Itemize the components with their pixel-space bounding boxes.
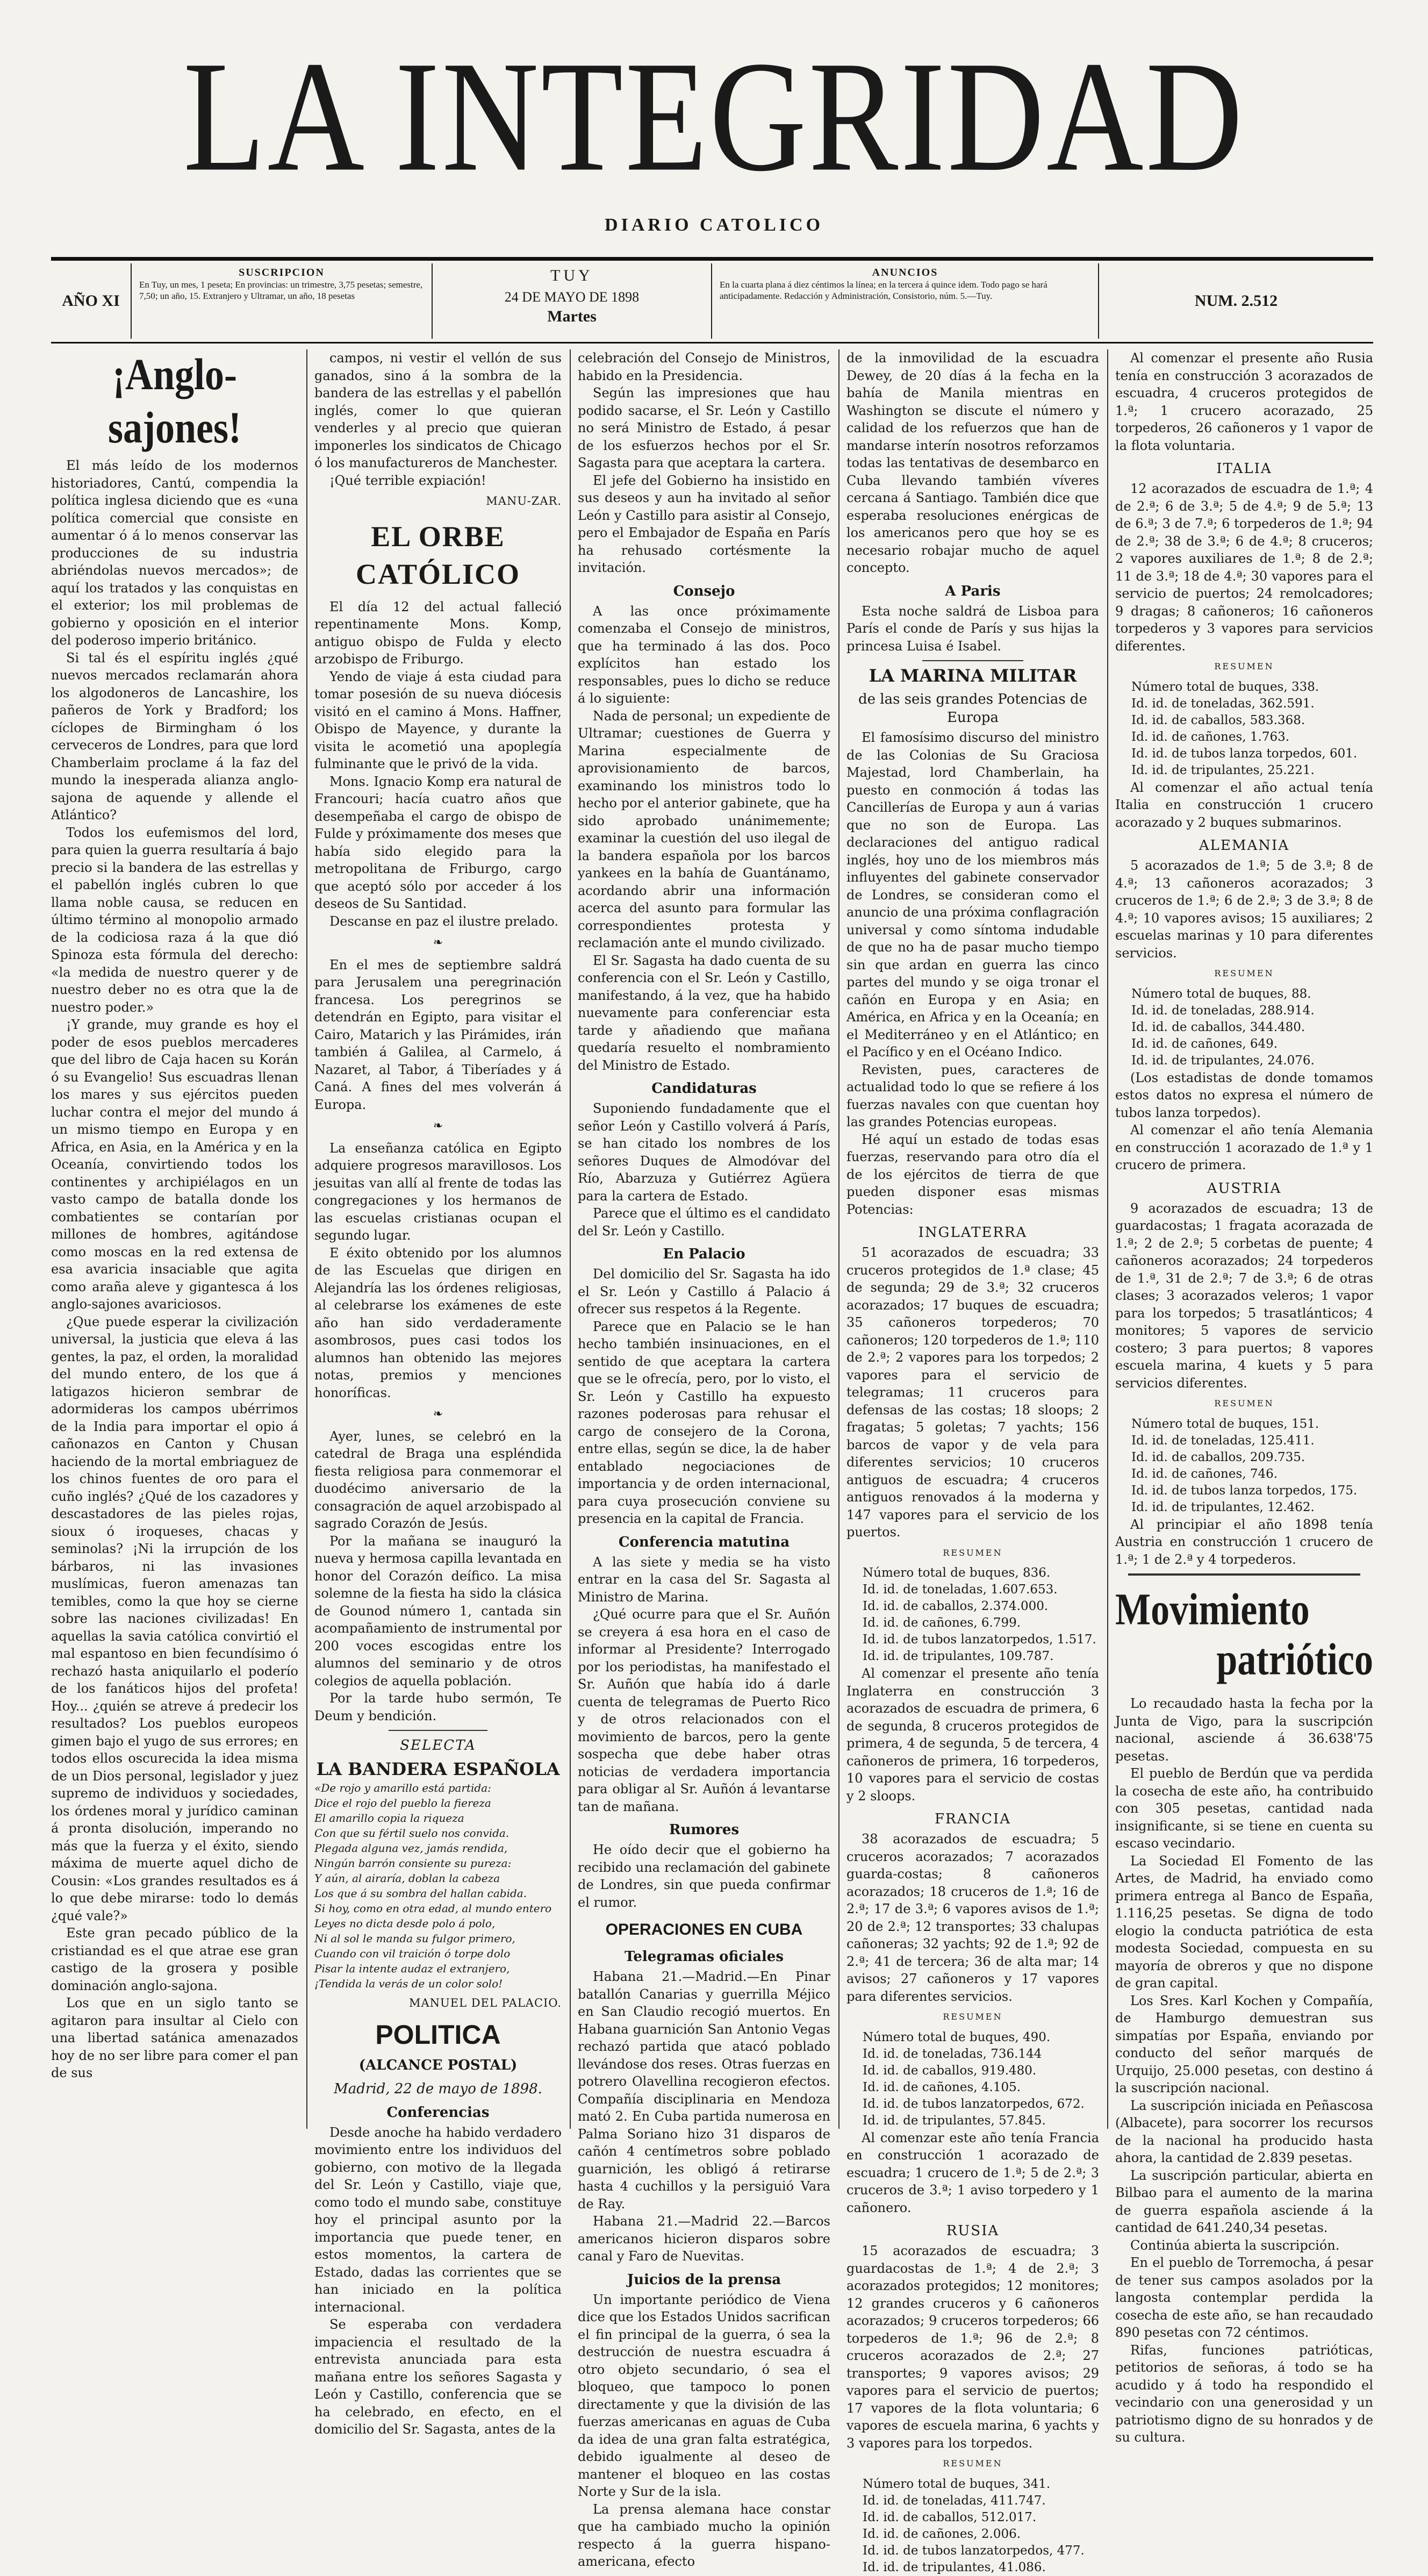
resumen-row: Id. id. de caballos, 512.017. — [863, 2510, 1037, 2524]
paragraph: 15 acorazados de escuadra; 3 guardacostas de 1.ª; 4 de 2.ª; 3 acorazados protegidos; 12 monitores; 12 grandes cruceros y 6 cañoneros acorazados; 9 cruceros torpederos; 66 torpederos de 1.ª; 96 de 2.ª; 8 cruceros acorazados de 2.ª; 27 transportes; 9 vapores avisos; 29 vapores para el servicio de puertos; 17 vapores de la flota voluntaria; 6 vapores de escuela marina, 6 yachts y 3 vapores para los torpedos. — [846, 2243, 1099, 2451]
poem-line: Los que á su sombra del hallan cabida. — [314, 1887, 527, 1900]
resumen-row: Id. id. de tripulantes, 109.787. — [863, 1649, 1054, 1663]
section-orbe-catolico: EL ORBE CATÓLICO — [355, 520, 521, 590]
issue-day: Martes — [547, 307, 597, 325]
poem-line: El amarillo copia la riqueza — [314, 1812, 464, 1824]
paragraph: A las siete y media se ha visto entrar en la casa del Sr. Sagasta al Ministro de Marina. — [578, 1554, 830, 1605]
paragraph: Suponiendo fundadamente que el señor León y Castillo volverá á París, se han citado los nombres de los señores Duques de Almodóvar del Río, Abarzuza y Gutiérrez Agüera para la cartera de Estado. — [578, 1101, 830, 1204]
info-bar — [51, 263, 1373, 339]
resumen-row: Id. id. de toneladas, 362.591. — [1131, 696, 1315, 711]
country-italia: ITALIA — [1216, 461, 1272, 477]
paragraph: Los Sres. Karl Kochen y Compañía, de Hamburgo demuestran sus simpatías por España, enviando por conducto del señor marqués de Urquijo, 25.000 pesetas, con destino á la suscripción nacional. — [1115, 1993, 1373, 2095]
paragraph: 51 acorazados de escuadra; 33 cruceros protegidos de 1.ª clase; 45 de segunda; 29 de 3.ª; 32 cruceros acorazados; 17 buques de escuadra; 35 cañoneros torpederos; 70 cañoneros; 120 torpederos de 1.ª; 110 de 2.ª; 2 vapores para los torpedos; 2 vapores para el servicio de telegramas; 11 cruceros para defensas de las costas; 18 sloops; 2 fragatas; 5 goletas; 7 yachts; 156 barcos de vapor y de vela para diferentes servicios; 10 cruceros antiguos de escuadra; 4 cruceros antiguos renovados á la moderna y 147 vapores para el servicio de los puertos. — [846, 1245, 1099, 1540]
paragraph: He oído decir que el gobierno ha recibido una reclamación del gabinete de Londres, sin que pueda confirmar el rumor. — [578, 1842, 830, 1910]
paragraph: ¿Que puede esperar la civilización universal, la justicia que eleva á las gentes, la paz, el orden, la moralidad del mundo entero, de los que á latigazos hicieron sembrar de adormideras los campos ubérrimos de la India para importar el opio á cañonazos en Canton y Chusan haciendo de la mortal embriaguez de los chinos fuentes de oro para el cuño inglés? ¿Qué de los cazadores y descastadores de las pieles rojas, sioux ó iroqueses, chacas y seminolas? ¡Ni la irrupción de los bárbaros, ni las invasiones muslímicas, fueron amenazas tan temibles, como la que hoy se cierne sobre las naciones civilizadas! En aquellas la savia católica convirtió el mal espantoso en bien fecundísimo ó rechazó hasta aniquilarlo el poderío de los fanáticos hijos del profeta! Hoy... ¿quién se atreve á predecir los resultados? Los pueblos europeos gimen bajo el yugo de sus errores; en todos ellos oscurecida la idea misma de un Dios personal, legislador y juez supremo de individuos y sociedades, los órdenes moral y jurídico caminan á pronta disolución, imperando no más que la fuerza y el éxito, siendo máxima de muerte aquel dicho de Cousin: «Los grandes resultados es á lo que debe mirarse: todo lo demás ¿qué vale?» — [51, 1314, 298, 1923]
poem — [314, 1780, 562, 1991]
headline-patriotico: patriótico — [1216, 1635, 1373, 1685]
resumen-row: Id. id. de tripulantes, 41.086. — [863, 2560, 1046, 2574]
paragraph: La prensa alemana hace constar que ha cambiado mucho la opinión respecto á la guerra hispano-americana, efecto — [578, 2501, 830, 2569]
paragraph: La enseñanza católica en Egipto adquiere progresos maravillosos. Los jesuitas van allí al frente de todas las congregaciones y los hermanos de las escuelas cristianas ocupan el segundo lugar. — [314, 1140, 562, 1243]
top-rule — [51, 257, 1373, 261]
paragraph: (Los estadistas de donde tomamos estos datos no expresa el número de tubos lanza torpedos). — [1115, 1070, 1373, 1120]
paragraph: 12 acorazados de escuadra de 1.ª; 4 de 2.ª; 6 de 3.ª; 5 de 4.ª; 9 de 5.ª; 13 de 6.ª; 3 de 7.ª; 6 torpederos de 1.ª; 94 de 2.ª; 38 de 3.ª; 6 de 4.ª; 8 cruceros; 2 vapores auxiliares de 1.ª; 8 de 2.ª; 11 de 3.ª; 18 de 4.ª; 30 vapores para el servicio de puertos; 24 remolcadores; 9 dragas; 8 cañoneros; 16 cañoneros torpederos y 3 vapores para servicios diferentes. — [1115, 481, 1373, 654]
column-4 — [846, 349, 1099, 2574]
newspaper-title: LA INTEGRIDAD — [183, 28, 1245, 205]
country-francia: FRANCIA — [934, 1811, 1011, 1827]
resumen-row: Id. id. de tubos lanzatorpedos, 672. — [863, 2096, 1085, 2111]
paragraph: Mons. Ignacio Komp era natural de Francouri; hacía cuatro años que desempeñaba el cargo de obispo de Fulde y próximamente dos meses que había sido elegido para la metropolitana de Friburgo, cargo que aceptó sólo por acceder á los deseos de Su Santidad. — [314, 774, 562, 911]
paragraph: Hé aquí un estado de todas esas fuerzas, reservando para otro día el de los ejércitos de tierra de que pueden disponer esas mismas Potencias: — [846, 1132, 1099, 1217]
poem-line: Si hoy, como en otra edad, al mundo entero — [314, 1902, 552, 1915]
resumen-row: Número total de buques, 88. — [1131, 986, 1311, 1001]
paragraph: Yendo de viaje á esta ciudad para tomar posesión de su nueva diócesis visitó en el camino á Mons. Haffner, Obispo de Mayence, y durante la visita le acometió una apoplegía fulminante que le privó de la vida. — [314, 669, 562, 771]
column-5 — [1115, 349, 1373, 2445]
paragraph: Por la mañana se inauguró la nueva y hermosa capilla levantada en honor del Corazón deífico. La misa solemne de la fiesta ha sido la clásica de Gounod número 1, cantada sin acompañamiento de instrumental por 200 voces escogidas entre los alumnos del seminario y de otros colegios de aquella población. — [314, 1533, 562, 1688]
paragraph: 9 acorazados de escuadra; 13 de guardacostas; 1 fragata acorazada de 1.ª; 2 de 2.ª; 5 corbetas de puente; 4 cañoneros acorazados; 24 torpederos de 1.ª, 31 de 2.ª; 7 de 3.ª; 6 de otras clases; 3 acorazados veleros; 1 vapor para los torpedos; 5 trasatlánticos; 4 monitores; 5 vapores de servicio costero; 3 para puertos; 8 vapores escuela marina, 4 kuets y 5 para servicios diferentes. — [1115, 1200, 1373, 1391]
subheading-consejo: Consejo — [673, 583, 735, 599]
resumen-row: Id. id. de caballos, 209.735. — [1131, 1450, 1305, 1464]
paragraph: Esta noche saldrá de Lisboa para París el conde de París y sus hijas la princesa Luisa é Isabel. — [846, 603, 1099, 654]
subscription-box — [132, 263, 433, 339]
column-divider — [838, 349, 839, 2129]
paragraph: La suscripción particular, abierta en Bilbao para el aumento de la marina de guerra española asciende á la cantidad de 641.240,34 pesetas. — [1115, 2167, 1373, 2235]
poem-line: «De rojo y amarillo está partida: — [314, 1781, 491, 1794]
resumen-row: Número total de buques, 151. — [1131, 1416, 1319, 1431]
resumen-row: Número total de buques, 836. — [863, 1566, 1051, 1580]
poem-line: ¡Tendida la verás de un color solo! — [314, 1977, 503, 1990]
paragraph: Parece que en Palacio se le han hecho también insinuaciones, en el sentido de que aceptara la cartera que se le ofrecía, pero, por lo visto, el Sr. León y Castillo ha expuesto razones poderosas para rehusar el cargo de consejero de la Corona, entre ellas, según se dice, la de haber entablado negociaciones de importancia y de orden internacional, para cuya prosecución conviene su presencia en la capital de Francia. — [578, 1319, 830, 1526]
paragraph: Al comenzar este año tenía Francia en construcción 1 acorazado de escuadra; 1 crucero de 1.ª; 5 de 2.ª; 3 cruceros de 3.ª; 1 aviso torpedero y 1 cañonero. — [846, 2130, 1099, 2215]
paragraph: Continúa abierta la suscripción. — [1130, 2237, 1340, 2253]
resumen-label: RESUMEN — [943, 2012, 1003, 2022]
column-1 — [51, 349, 298, 2129]
resumen-label: RESUMEN — [1214, 661, 1274, 671]
separator — [389, 1730, 487, 1731]
resumen-row: Número total de buques, 341. — [863, 2477, 1051, 2491]
resumen-row: Id. id. de caballos, 919.480. — [863, 2063, 1037, 2078]
separator — [1128, 1573, 1360, 1576]
subheading-telegramas: Telegramas oficiales — [625, 1949, 784, 1965]
resumen-row: Id. id. de tripulantes, 57.845. — [863, 2113, 1046, 2128]
paragraph: El Sr. Sagasta ha dado cuenta de su conferencia con el Sr. León y Castillo, manifestando, á la vez, que ha habido nuevamente para conferenciar esta tarde y añadiendo que mañana quedaría resuelto el nombramiento del Ministro de Estado. — [578, 953, 830, 1073]
column-2 — [314, 349, 562, 2437]
subheading-a-paris: A Paris — [945, 583, 1001, 599]
subheading-juicios-prensa: Juicios de la prensa — [627, 2271, 781, 2288]
city: TUY — [550, 267, 593, 284]
resumen-row: Id. id. de toneladas, 736.144 — [863, 2047, 1042, 2061]
resumen-table — [846, 2476, 1099, 2576]
poem-line: Plegada alguna vez, jamás rendida, — [314, 1842, 508, 1855]
issue-number: NUM. 2.512 — [1194, 292, 1278, 310]
resumen-table — [846, 1565, 1099, 1665]
paragraph: Parece que el último es el candidato del Sr. León y Castillo. — [578, 1206, 830, 1239]
paragraph: Habana 21.—Madrid 22.—Barcos americanos hicieron disparos sobre canal y Faro de Nuevitas. — [578, 2214, 830, 2264]
paragraph: El jefe del Gobierno ha insistido en sus deseos y aun ha invitado al señor León y Castillo para asistir al Consejo, pero el Embajador de España en París ha rehusado cortésmente la invitación. — [578, 473, 830, 575]
resumen-row: Id. id. de cañones, 4.105. — [863, 2080, 1021, 2094]
column-3 — [578, 349, 830, 2569]
resumen-table — [846, 2029, 1099, 2129]
resumen-table — [1115, 679, 1373, 779]
poem-line: Ni al sol le manda su fulgor primero, — [314, 1932, 515, 1945]
resumen-table — [1115, 986, 1373, 1069]
paragraph: celebración del Consejo de Ministros, habido en la Presidencia. — [578, 350, 830, 383]
paragraph: Todos los eufemismos del lord, para quien la guerra resultaría á bajo precio si la bandera de las estrellas y el pabellón inglés cubren lo que llama noble causa, se reducen en último término al monopolio armado de la codiciosa raza á la que dió Spinoza esta fórmula del derecho: «la medida de nuestro querer y de nuestro deber no es otra que la de nuestro poder.» — [51, 825, 298, 1015]
subscription-heading: SUSCRIPCION — [239, 267, 325, 278]
resumen-label: RESUMEN — [1214, 968, 1274, 978]
paragraph: La Sociedad El Fomento de las Artes, de Madrid, ha enviado como primera entrega al Banco de España, 1.116,25 pesetas. Se digna de todo elogio la conducta patriótica de esta modesta Sociedad, compuesta en su mayoría de obreros y que no dispone de gran capital. — [1115, 1853, 1373, 1991]
paragraph: Al principiar el año 1898 tenía Austria en construcción 1 crucero de 1.ª; 1 de 2.ª y 4 torpederos. — [1115, 1516, 1373, 1567]
headline-anglo-sajones: ¡Anglo-sajones! — [108, 349, 241, 453]
resumen-row: Id. id. de tubos lanzatorpedos, 1.517. — [863, 1633, 1096, 1647]
resumen-row: Id. id. de cañones, 746. — [1131, 1466, 1278, 1481]
resumen-label: RESUMEN — [1214, 1398, 1274, 1408]
masthead — [0, 28, 1428, 235]
poem-line: Leyes no dicta desde polo á polo, — [314, 1917, 496, 1930]
paragraph: Revisten, pues, caracteres de actualidad todo lo que se refiere á los fuerzas navales con que cuentan hoy las grandes Potencias europeas. — [846, 1062, 1099, 1129]
resumen-table — [1115, 1416, 1373, 1516]
paragraph: Si tal és el espíritu inglés ¿qué nuevos mercados reclamarán ahora los algodoneros de Lancashire, los pañeros de York y Bradford; los cíclopes de Birmingham ó los cerveceros de Londres, para que lord Chamberlaim proclame á la faz del mundo la inesperada alianza anglo-sajona de aquende y allende el Atlántico? — [51, 650, 298, 822]
resumen-row: Número total de buques, 490. — [863, 2030, 1051, 2044]
paragraph: Por la tarde hubo sermón, Te Deum y bendición. — [314, 1691, 562, 1723]
ornament-icon: ❧ — [433, 936, 443, 949]
poem-line: Y aún, al airaría, doblan la cabeza — [314, 1872, 500, 1885]
paragraph: Al comenzar el año tenía Alemania en construcción 1 acorazado de 1.ª y 1 crucero de primera. — [1115, 1122, 1373, 1172]
country-inglaterra: INGLATERRA — [918, 1225, 1028, 1241]
column-divider — [306, 349, 307, 2129]
paragraph: de la inmovilidad de la escuadra Dewey, de 20 días á la fecha en la bahía de Manila mientras en Washington se discute el número y calidad de los refuerzos que han de mandarse interín nosotros reforzamos todas las tentativas de desembarco en Cuba llevando también víveres cercana á Santiago. También dice que esperaba resoluciones enérgicas de los americanos pero que hoy se es necesario robajar mucho de aquel concepto. — [846, 350, 1099, 575]
poem-line: Ningún barrón consiente su pureza: — [314, 1857, 512, 1870]
section-operaciones-cuba: OPERACIONES EN CUBA — [605, 1921, 803, 1938]
paragraph: 38 acorazados de escuadra; 5 cruceros acorazados; 7 acorazados guarda-costas; 8 cañoneros acorazados; 18 cruceros de 1.ª; 16 de 2.ª; 17 de 3.ª; 6 vapores avisos de 1.ª; 20 de 2.ª; 12 transportes; 33 chalupas cañoneras; 32 yachts; 92 de 1.ª; 92 de 2.ª; 41 de tercera; 36 de alta mar; 14 avisos; 27 cañoneros y 17 vapores para diferentes servicios. — [846, 1831, 1099, 2004]
subheading-candidaturas: Candidaturas — [651, 1081, 757, 1097]
paragraph: E éxito obtenido por los alumnos de las Escuelas que dirigen en Alejandría las los órdenes religiosas, al celebrarse los exámenes de este año han sido verdaderamente asombrosos, pues casi todos los alumnos han obtenido las mejores notas, premios y menciones honoríficas. — [314, 1245, 562, 1400]
paragraph: En el mes de septiembre saldrá para Jerusalem una peregrinación francesa. Los peregrinos se detendrán en Egipto, para visitar el Cairo, Matarich y las Pirámides, irán también á Galilea, al Carmelo, á Nazaret, al Tabor, á Tiberíades y á Caná. A fines del mes volverán á Europa. — [314, 957, 562, 1112]
column-divider — [570, 349, 571, 2129]
paragraph: ¿Qué ocurre para que el Sr. Auñón se creyera á esa hora en el caso de informar al Presidente? Interrogado por los periodistas, ha manifestado el Sr. Auñón que había ido á darle cuenta de telegramas de Puerto Rico y de otros relacionados con el movimiento de barcos, pero la gente sospecha que debe haber otras noticias de verdadera importancia para obligar al Sr. Auñón á levantarse tan de mañana. — [578, 1607, 830, 1814]
paragraph: Al comenzar el año actual tenía Italia en construcción 1 crucero acorazado y 2 buques submarinos. — [1115, 779, 1373, 830]
alcance-postal: (ALCANCE POSTAL) — [358, 2057, 518, 2073]
resumen-row: Id. id. de toneladas, 411.747. — [863, 2493, 1046, 2508]
paragraph: Según las impresiones que hau podido sacarse, el Sr. León y Castillo no será Ministro de Estado, á pesar de los esfuerzos hechos por el Sr. Sagasta para que aceptara la cartera. — [578, 385, 830, 470]
poem-line: Con que su fértil suelo nos convida. — [314, 1827, 510, 1840]
country-austria: AUSTRIA — [1207, 1180, 1282, 1197]
resumen-row: Id. id. de tubos lanza torpedos, 601. — [1131, 746, 1358, 761]
paragraph: Del domicilio del Sr. Sagasta ha ido el Sr. León y Castillo á Palacio á ofrecer sus respetos á la Regente. — [578, 1266, 830, 1316]
paragraph: Lo recaudado hasta la fecha por la Junta de Vigo, para la suscripción nacional, asciende á 36.638'75 pesetas. — [1115, 1696, 1373, 1764]
resumen-row: Id. id. de cañones, 649. — [1131, 1036, 1278, 1051]
paragraph: ¡Qué terrible expiación! — [329, 473, 486, 488]
subheading-conferencia-matutina: Conferencia matutina — [618, 1534, 790, 1550]
paragraph: Al comenzar el presente año tenía Inglaterra en construcción 3 acorazados de escuadra de primera, 6 de segunda, 8 cruceros protegidos de primera, 4 de segunda, 5 de tercera, 4 cañoneros de primera, 16 torpederos, 10 vapores para el servicio de costas y 2 sloops. — [846, 1666, 1099, 1804]
subheading-conferencias: Conferencias — [386, 2104, 490, 2121]
paragraph: El pueblo de Berdún que va perdida la cosecha de este año, ha contribuido con 305 pesetas, cantidad nada insignificante, si se tiene en cuenta su escaso vecindario. — [1115, 1766, 1373, 1851]
resumen-row: Id. id. de cañones, 6.799. — [863, 1616, 1021, 1630]
paragraph: En el pueblo de Torremocha, á pesar de tener sus campos asolados por la langosta contemplar perdida la cosecha de este año, se han recaudado 890 pesetas con 72 céntimos. — [1115, 2255, 1373, 2340]
resumen-row: Id. id. de cañones, 1.763. — [1131, 729, 1290, 744]
country-alemania: ALEMANIA — [1199, 838, 1290, 854]
paragraph: Al comenzar el presente año Rusia tenía en construcción 3 acorazados de escuadra, 4 cruceros protegidos de 1.ª; 1 crucero acorazado, 25 torpederos, 26 cañoneros y 1 vapor de la flota voluntaria. — [1115, 350, 1373, 453]
resumen-row: Id. id. de toneladas, 1.607.653. — [863, 1583, 1058, 1597]
paragraph: Este gran pecado público de la cristiandad es el que atrae ese gran castigo de la grosera y posible dominación anglo-sajona. — [51, 1926, 298, 1993]
resumen-row: Id. id. de tripulantes, 24.076. — [1131, 1053, 1315, 1068]
year-volume: AÑO XI — [51, 263, 132, 339]
paragraph: Desde anoche ha habido verdadero movimiento entre los individuos del gobierno, con motivo de la llegada del Sr. León y Castillo, viaje que, como todo el mundo sabe, constituye hoy el principal asunto por la importancia que puede tener, en estos momentos, la cartera de Estado, dadas las corrientes que se han iniciado en la política internacional. — [314, 2124, 562, 2315]
section-selecta: SELECTA — [400, 1737, 476, 1754]
resumen-row: Id. id. de tripulantes, 12.462. — [1131, 1500, 1315, 1514]
resumen-row: Número total de buques, 338. — [1131, 679, 1319, 694]
paragraph: El famosísimo discurso del ministro de las Colonias de Su Graciosa Majestad, lord Chamberlain, ha puesto en conmoción á todas las Cancillerías de Europa y aun á varias que no son de Europa. Las declaraciones del antiguo radical inglés, hoy uno de los miembros más influyentes del gabinete conservador de Londres, se consideran como el anuncio de una próxima conflagración universal y como síntoma indudable de que no ha de pasar mucho tiempo sin que ardan en guerra las cinco partes del mundo y se oiga tronar el cañón en Europa y en Asia; en América, en Africa y en la Oceanía; en el Mediterráneo y en el Atlántico; en el Pacífico y en el Océano Indico. — [846, 730, 1099, 1060]
resumen-row: Id. id. de caballos, 2.374.000. — [863, 1599, 1049, 1613]
paragraph: Un importante periódico de Viena dice que los Estados Unidos sacrifican el fin principal de la guerra, ó sea la destrucción de nuestra escuadra á otro objeto secundario, ó sea el bloqueo, que tampoco lo ponen directamente y que la división de las fuerzas americanas en aguas de Cuba da idea de una gran falta estratégica, debido igualmente al deseo de mantener el bloqueo en las costas Norte y Sur de la isla. — [578, 2292, 830, 2499]
resumen-row: Id. id. de toneladas, 288.914. — [1131, 1003, 1315, 1018]
paragraph: Se esperaba con verdadera impaciencia el resultado de la entrevista anunciada para esta mañana entre los señores Sagasta y León y Castillo, conferencia que se ha celebrado, en efecto, en el domicilio del Sr. Sagasta, antes de la — [314, 2317, 562, 2437]
issue-date: 24 DE MAYO DE 1898 — [504, 289, 640, 305]
section-politica: POLITICA — [375, 2019, 501, 2050]
advertising-box — [712, 263, 1099, 339]
resumen-row: Id. id. de tripulantes, 25.221. — [1131, 763, 1315, 777]
paragraph: 5 acorazados de 1.ª; 5 de 3.ª; 8 de 4.ª; 13 cañoneros acorazados; 3 cruceros de 1.ª; 6 de 2.ª; 3 de 3.ª; 8 de 4.ª; 10 vapores avisos; 15 auxiliares; 2 escuelas marinas y 10 para diferentes servicios. — [1115, 858, 1373, 961]
section-marina-militar: LA MARINA MILITAR — [869, 666, 1077, 686]
advertising-text: En la cuarta plana á diez céntimos la línea; en la tercera á quince idem. Todo pago se hará anticipadamente. Redacción y Administración, Consistorio, núm. 5.—Tuy. — [720, 280, 1047, 301]
paragraph: Ayer, lunes, se celebró en la catedral de Braga una espléndida fiesta religiosa para conmemorar el duodécimo aniversario de la consagración de aquel arzobispado al sagrado Corazón de Jesús. — [314, 1428, 562, 1531]
separator — [922, 660, 1023, 661]
country-rusia: RUSIA — [946, 2223, 1000, 2239]
paragraph: A las once próximamente comenzaba el Consejo de ministros, que ha terminado á las dos. Poco explícitos han estado los responsables, pues lo dicho se reduce á lo siguiente: — [578, 603, 830, 706]
resumen-row: Id. id. de tubos lanzatorpedos, 477. — [863, 2543, 1085, 2558]
paragraph: Los que en un siglo tanto se agitaron para insultar al Cielo con una libertad satánica amenazados hoy de no ser libre para comer el pan de sus — [51, 1995, 298, 2080]
subscription-text: En Tuy, un mes, 1 peseta; En provincias: un trimestre, 3,75 pesetas; semestre, 7,50; un año, 15. Extranjero y Ultramar, un año, 18 pesetas — [139, 280, 423, 301]
author-signature: MANUEL DEL PALACIO. — [409, 1997, 562, 2009]
paragraph: Rifas, funciones patrióticas, petitorios de señoras, á todo se ha acudido y á todo ha respondido el vecindario con una generosidad y un patriotismo digno de su honrados y de su cultura. — [1115, 2342, 1373, 2445]
resumen-label: RESUMEN — [943, 2458, 1003, 2468]
ornament-icon: ❧ — [433, 1407, 443, 1421]
resumen-row: Id. id. de cañones, 2.006. — [863, 2527, 1021, 2541]
resumen-row: Id. id. de caballos, 344.480. — [1131, 1020, 1305, 1034]
paragraph: El más leído de los modernos historiadores, Cantú, compendia la política inglesa diciendo que es «una política comercial que consiste en aumentar ó á lo menos conservar las producciones de su industria abriéndolas nuevos mercados»; de aquí los tratados y las conquistas en el exterior; los mil problemas de gobierno y oposición en el interior del poderoso imperio británico. — [51, 458, 298, 648]
paragraph: Habana 21.—Madrid.—En Pinar batallón Canarias y guerrilla Méjico en San Claudio recogió muertos. En Habana guarnición San Antonio Vegas rechazó partida que atacó poblado llevándose dos reses. Otras fuerzas en potrero Olavellina recogieron efectos. Compañía disciplinaria en Mendoza mató 2. En Cuba partida numerosa en Palma Soriano hizo 31 disparos de cañón 4 centímetros sobre poblado guarnición, les obligó á retirarse hasta 4 cuchillos y la persiguió Vara de Ray. — [578, 1969, 830, 2212]
ornament-icon: ❧ — [433, 1119, 443, 1133]
resumen-row: Id. id. de caballos, 583.368. — [1131, 713, 1305, 727]
paragraph: La suscripción iniciada en Peñascosa (Albacete), para socorrer los recursos de la nacional ha producido hasta ahora, la cantidad de 2.839 pesetas. — [1115, 2098, 1373, 2165]
section-marina-subtitle: de las seis grandes Potencias de Europa — [858, 691, 1088, 726]
advertising-heading: ANUNCIOS — [872, 267, 938, 278]
resumen-row: Id. id. de tubos lanza torpedos, 175. — [1131, 1483, 1358, 1498]
bottom-rule — [51, 342, 1373, 344]
author-signature: MANU-ZAR. — [486, 495, 562, 507]
poem-line: Cuando con vil traición ó torpe dolo — [314, 1947, 511, 1960]
dateline-box — [433, 263, 712, 339]
poem-title: LA BANDERA ESPAÑOLA — [316, 1759, 560, 1779]
subheading-en-palacio: En Palacio — [663, 1246, 745, 1262]
resumen-label: RESUMEN — [943, 1547, 1003, 1558]
subheading-rumores: Rumores — [669, 1822, 740, 1838]
paragraph: El día 12 del actual falleció repentinamente Mons. Komp, antiguo obispo de Fulda y electo arzobispo de Friburgo. — [314, 599, 562, 667]
paragraph: ¡Y grande, muy grande es hoy el poder de esos pueblos mercaderes que del libro de Caja hacen su Korán ó su Evangelio! Sus escuadras llenan los mares y sus ejércitos pueden luchar contra el mejor del mundo á un mismo tiempo en Europa y en Africa, en Asia, en la América y en la Oceanía, convirtiendo todos los continentes y archipiélagos en un vasto campo de batalla donde los combatientes se contarían por millones de hombres, agitándose como moscas en la red extensa de esa avaricia insaciable que agita como araña aleve y gigantesca á los anglo-sajones avariciosos. — [51, 1017, 298, 1312]
paragraph: campos, ni vestir el vellón de sus ganados, sino á la sombra de la bandera de las estrellas y el pabellón inglés, comer lo que quieran venderles y al precio que quieran imponerles los sindicatos de Chicago ó los manufactureros de Manchester. — [314, 350, 562, 470]
headline-movimiento: Movimiento — [1115, 1585, 1310, 1635]
resumen-row: Id. id. de toneladas, 125.411. — [1131, 1433, 1315, 1448]
paragraph: Nada de personal; un expediente de Ultramar; cuestiones de Guerra y Marina especialmente de aprovisionamiento de barcos, examinando los ministros todo lo hecho por el anterior gabinete, que ha sido aprobado unánimemente; examinar la cuestión del uso ilegal de la bandera española por los barcos yankees en la bahía de Guantánamo, acordando abrir una información acerca del asunto para formular las correspondientes protesta y reclamación ante el mundo civilizado. — [578, 708, 830, 950]
dateline: Madrid, 22 de mayo de 1898. — [334, 2080, 542, 2097]
poem-line: Pisar la intente audaz el extranjero, — [314, 1962, 510, 1975]
column-divider — [1107, 349, 1108, 2129]
poem-line: Dice el rojo del pueblo la fiereza — [314, 1797, 491, 1809]
paragraph: Descanse en paz el ilustre prelado. — [329, 913, 558, 929]
newspaper-subtitle: DIARIO CATOLICO — [604, 215, 824, 235]
